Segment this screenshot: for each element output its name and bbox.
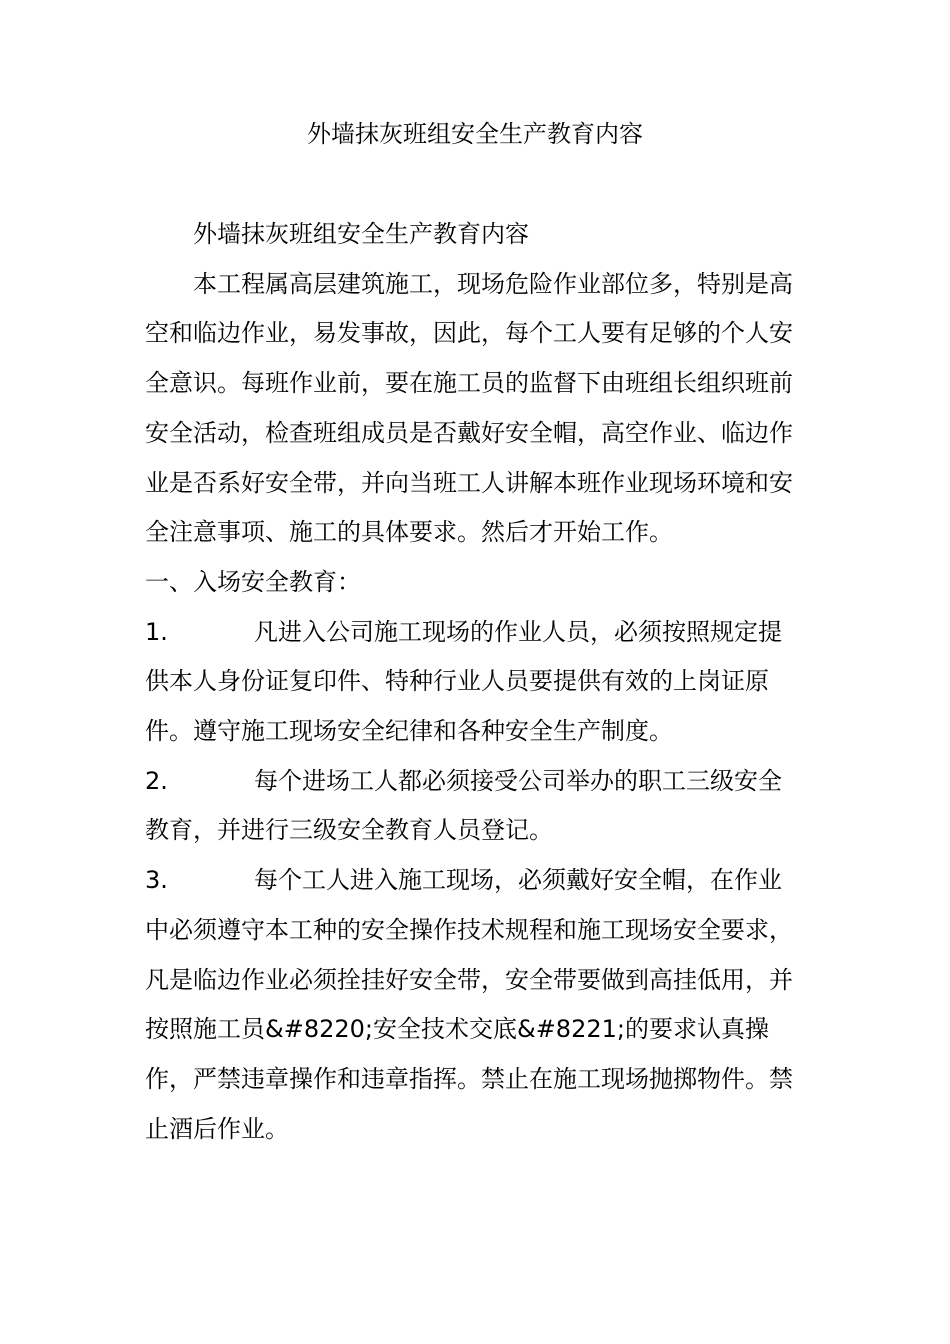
list-item xyxy=(145,608,795,757)
section-subtitle: 外墙抹灰班组安全生产教育内容 xyxy=(193,220,529,248)
list-item xyxy=(145,757,795,856)
section-heading: 一、入场安全教育： xyxy=(145,567,361,596)
list-item-number: 3. xyxy=(145,866,168,895)
document-body xyxy=(145,210,795,1154)
intro-paragraph: 本工程属高层建筑施工，现场危险作业部位多，特别是高空和临边作业，易发事故，因此，每个工人要有足够的个人安全意识。每班作业前，要在施工员的监督下由班组长组织班前安全活动，检查班组成员是否戴好安全帽，高空作业、临边作业是否系好安全带，并向当班工人讲解本班作业现场环境和安全注意事项、施工的具体要求。然后才开始工作。 xyxy=(145,269,793,547)
list-item-number: 1. xyxy=(145,617,168,646)
list-item xyxy=(145,856,795,1154)
document-title: 外墙抹灰班组安全生产教育内容 xyxy=(307,120,643,148)
list-item-text: 每个工人进入施工现场，必须戴好安全帽，在作业中必须遵守本工种的安全操作技术规程和施工现场安全要求，凡是临边作业必须拴挂好安全带，安全带要做到高挂低用，并按照施工员&#8220;安全技术交底&#8221;的要求认真操作，严禁违章操作和违章指挥。禁止在施工现场抛掷物件。禁止酒后作业。 xyxy=(145,866,793,1143)
list-item-number: 2. xyxy=(145,766,168,795)
list-item-text: 每个进场工人都必须接受公司举办的职工三级安全教育，并进行三级安全教育人员登记。 xyxy=(145,766,782,845)
list-item-text: 凡进入公司施工现场的作业人员，必须按照规定提供本人身份证复印件、特种行业人员要提供有效的上岗证原件。遵守施工现场安全纪律和各种安全生产制度。 xyxy=(145,617,782,746)
